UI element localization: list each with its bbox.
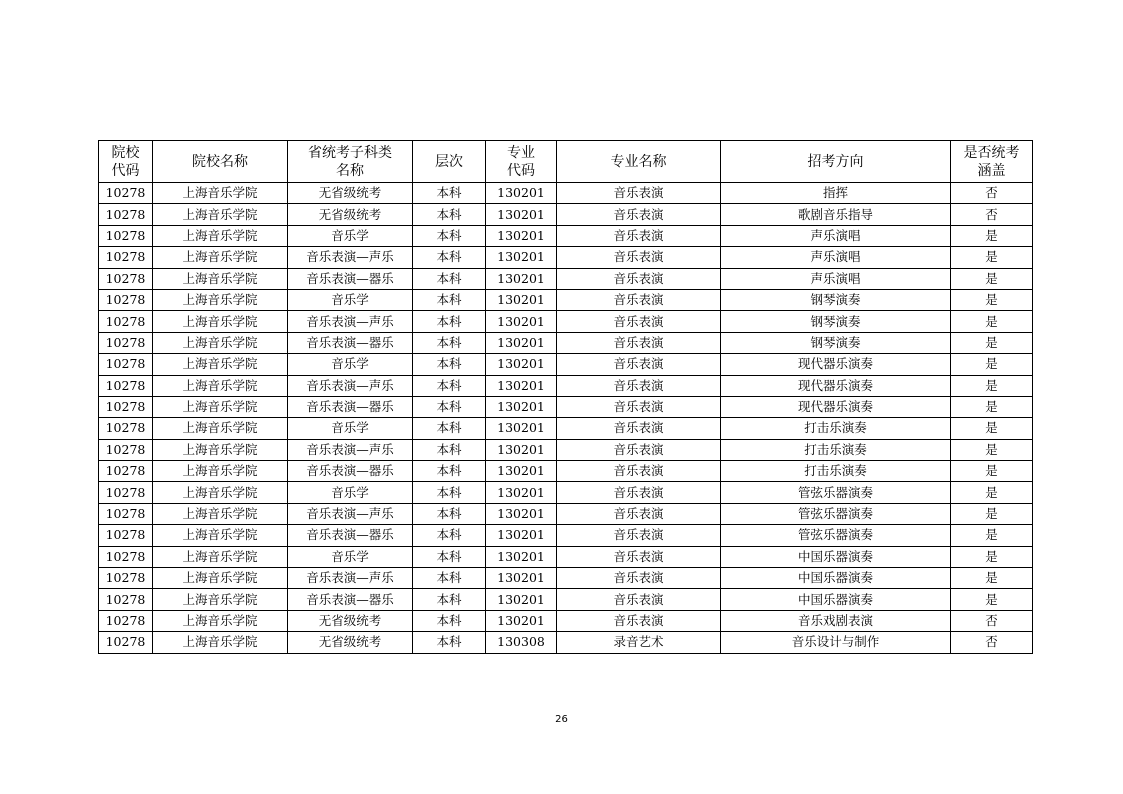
cell-school-code: 10278	[99, 525, 153, 546]
cell-level: 本科	[413, 546, 486, 567]
cell-subcategory: 音乐表演—声乐	[288, 247, 413, 268]
cell-school-name: 上海音乐学院	[153, 354, 288, 375]
cell-major-name: 音乐表演	[557, 610, 721, 631]
admissions-table	[98, 140, 1033, 654]
cell-school-code: 10278	[99, 461, 153, 482]
cell-school-name: 上海音乐学院	[153, 375, 288, 396]
table-row	[99, 289, 1033, 310]
cell-school-name: 上海音乐学院	[153, 311, 288, 332]
cell-level: 本科	[413, 610, 486, 631]
page-number: 26	[555, 714, 568, 725]
cell-level: 本科	[413, 461, 486, 482]
cell-major-code: 130201	[486, 354, 557, 375]
cell-school-code: 10278	[99, 311, 153, 332]
cell-direction: 钢琴演奏	[721, 311, 951, 332]
cell-major-code: 130201	[486, 610, 557, 631]
cell-level: 本科	[413, 225, 486, 246]
cell-school-name: 上海音乐学院	[153, 589, 288, 610]
cell-covered: 是	[951, 568, 1033, 589]
cell-school-name: 上海音乐学院	[153, 568, 288, 589]
table-row	[99, 546, 1033, 567]
cell-covered: 是	[951, 332, 1033, 353]
cell-direction: 音乐设计与制作	[721, 632, 951, 653]
cell-subcategory: 音乐学	[288, 546, 413, 567]
table-row	[99, 461, 1033, 482]
cell-direction: 中国乐器演奏	[721, 568, 951, 589]
cell-school-code: 10278	[99, 589, 153, 610]
cell-school-code: 10278	[99, 332, 153, 353]
table-row	[99, 375, 1033, 396]
cell-major-code: 130201	[486, 461, 557, 482]
cell-level: 本科	[413, 503, 486, 524]
cell-school-name: 上海音乐学院	[153, 396, 288, 417]
table-row	[99, 332, 1033, 353]
cell-school-name: 上海音乐学院	[153, 268, 288, 289]
table-row	[99, 439, 1033, 460]
table-row	[99, 183, 1033, 204]
cell-school-code: 10278	[99, 396, 153, 417]
cell-subcategory: 音乐学	[288, 354, 413, 375]
cell-major-code: 130201	[486, 503, 557, 524]
cell-school-name: 上海音乐学院	[153, 525, 288, 546]
cell-level: 本科	[413, 332, 486, 353]
cell-level: 本科	[413, 354, 486, 375]
cell-major-name: 音乐表演	[557, 396, 721, 417]
table-row	[99, 610, 1033, 631]
cell-school-code: 10278	[99, 289, 153, 310]
cell-major-code: 130201	[486, 204, 557, 225]
cell-subcategory: 无省级统考	[288, 632, 413, 653]
cell-level: 本科	[413, 289, 486, 310]
cell-level: 本科	[413, 375, 486, 396]
cell-major-code: 130308	[486, 632, 557, 653]
cell-school-name: 上海音乐学院	[153, 183, 288, 204]
cell-major-name: 音乐表演	[557, 546, 721, 567]
cell-covered: 是	[951, 375, 1033, 396]
cell-major-code: 130201	[486, 439, 557, 460]
cell-level: 本科	[413, 247, 486, 268]
cell-subcategory: 音乐表演—声乐	[288, 503, 413, 524]
cell-subcategory: 音乐表演—声乐	[288, 311, 413, 332]
cell-direction: 中国乐器演奏	[721, 546, 951, 567]
table-body	[99, 183, 1033, 654]
cell-covered: 是	[951, 418, 1033, 439]
cell-direction: 打击乐演奏	[721, 461, 951, 482]
cell-covered: 否	[951, 183, 1033, 204]
cell-level: 本科	[413, 439, 486, 460]
cell-direction: 打击乐演奏	[721, 418, 951, 439]
cell-major-code: 130201	[486, 396, 557, 417]
cell-subcategory: 音乐学	[288, 482, 413, 503]
header-school-code: 院校 代码	[99, 141, 153, 183]
cell-major-code: 130201	[486, 225, 557, 246]
cell-major-code: 130201	[486, 289, 557, 310]
cell-direction: 钢琴演奏	[721, 332, 951, 353]
table-row	[99, 568, 1033, 589]
cell-school-code: 10278	[99, 375, 153, 396]
cell-school-name: 上海音乐学院	[153, 225, 288, 246]
cell-subcategory: 音乐表演—器乐	[288, 589, 413, 610]
cell-level: 本科	[413, 418, 486, 439]
cell-subcategory: 无省级统考	[288, 183, 413, 204]
cell-subcategory: 音乐学	[288, 289, 413, 310]
table-row	[99, 354, 1033, 375]
header-direction: 招考方向	[721, 141, 951, 183]
cell-subcategory: 音乐表演—声乐	[288, 439, 413, 460]
cell-school-name: 上海音乐学院	[153, 482, 288, 503]
cell-major-code: 130201	[486, 418, 557, 439]
header-subcategory: 省统考子科类 名称	[288, 141, 413, 183]
cell-level: 本科	[413, 311, 486, 332]
header-major-name: 专业名称	[557, 141, 721, 183]
cell-school-name: 上海音乐学院	[153, 503, 288, 524]
cell-direction: 中国乐器演奏	[721, 589, 951, 610]
cell-covered: 是	[951, 396, 1033, 417]
cell-direction: 打击乐演奏	[721, 439, 951, 460]
cell-school-name: 上海音乐学院	[153, 461, 288, 482]
cell-school-name: 上海音乐学院	[153, 332, 288, 353]
cell-major-code: 130201	[486, 589, 557, 610]
cell-school-code: 10278	[99, 247, 153, 268]
cell-major-code: 130201	[486, 482, 557, 503]
table-row	[99, 268, 1033, 289]
cell-school-name: 上海音乐学院	[153, 247, 288, 268]
cell-subcategory: 音乐表演—器乐	[288, 461, 413, 482]
cell-covered: 是	[951, 461, 1033, 482]
cell-school-code: 10278	[99, 546, 153, 567]
cell-major-name: 音乐表演	[557, 354, 721, 375]
cell-covered: 是	[951, 589, 1033, 610]
cell-school-code: 10278	[99, 482, 153, 503]
cell-covered: 是	[951, 354, 1033, 375]
table-row	[99, 589, 1033, 610]
cell-direction: 管弦乐器演奏	[721, 503, 951, 524]
table-row	[99, 311, 1033, 332]
cell-major-name: 音乐表演	[557, 503, 721, 524]
cell-subcategory: 音乐表演—器乐	[288, 525, 413, 546]
cell-level: 本科	[413, 589, 486, 610]
cell-direction: 声乐演唱	[721, 268, 951, 289]
cell-major-name: 音乐表演	[557, 225, 721, 246]
cell-school-name: 上海音乐学院	[153, 610, 288, 631]
header-covered: 是否统考 涵盖	[951, 141, 1033, 183]
cell-direction: 现代器乐演奏	[721, 396, 951, 417]
cell-covered: 是	[951, 546, 1033, 567]
cell-major-code: 130201	[486, 311, 557, 332]
cell-school-code: 10278	[99, 418, 153, 439]
cell-subcategory: 音乐表演—声乐	[288, 375, 413, 396]
table-row	[99, 418, 1033, 439]
table-row	[99, 204, 1033, 225]
cell-major-name: 音乐表演	[557, 589, 721, 610]
table-row	[99, 396, 1033, 417]
table-row	[99, 225, 1033, 246]
cell-major-name: 音乐表演	[557, 204, 721, 225]
cell-major-code: 130201	[486, 332, 557, 353]
cell-school-code: 10278	[99, 354, 153, 375]
cell-direction: 音乐戏剧表演	[721, 610, 951, 631]
cell-level: 本科	[413, 568, 486, 589]
cell-subcategory: 音乐表演—声乐	[288, 568, 413, 589]
header-level: 层次	[413, 141, 486, 183]
cell-school-name: 上海音乐学院	[153, 632, 288, 653]
cell-major-name: 音乐表演	[557, 568, 721, 589]
cell-direction: 现代器乐演奏	[721, 354, 951, 375]
cell-school-code: 10278	[99, 568, 153, 589]
cell-major-name: 音乐表演	[557, 375, 721, 396]
cell-school-name: 上海音乐学院	[153, 439, 288, 460]
cell-covered: 是	[951, 525, 1033, 546]
cell-covered: 是	[951, 289, 1033, 310]
cell-covered: 是	[951, 247, 1033, 268]
cell-major-code: 130201	[486, 375, 557, 396]
cell-subcategory: 音乐表演—器乐	[288, 396, 413, 417]
cell-major-name: 音乐表演	[557, 482, 721, 503]
cell-major-name: 音乐表演	[557, 183, 721, 204]
table-row	[99, 247, 1033, 268]
cell-covered: 是	[951, 225, 1033, 246]
cell-covered: 是	[951, 482, 1033, 503]
cell-level: 本科	[413, 632, 486, 653]
table-header-row	[99, 141, 1033, 183]
cell-major-code: 130201	[486, 247, 557, 268]
cell-major-name: 音乐表演	[557, 461, 721, 482]
cell-covered: 是	[951, 439, 1033, 460]
cell-level: 本科	[413, 204, 486, 225]
cell-major-name: 音乐表演	[557, 439, 721, 460]
table-row	[99, 632, 1033, 653]
cell-direction: 指挥	[721, 183, 951, 204]
table-row	[99, 482, 1033, 503]
cell-covered: 否	[951, 632, 1033, 653]
cell-subcategory: 音乐表演—器乐	[288, 268, 413, 289]
cell-school-code: 10278	[99, 632, 153, 653]
cell-school-code: 10278	[99, 439, 153, 460]
cell-school-code: 10278	[99, 183, 153, 204]
cell-school-code: 10278	[99, 225, 153, 246]
cell-level: 本科	[413, 183, 486, 204]
cell-major-name: 音乐表演	[557, 418, 721, 439]
header-major-code: 专业 代码	[486, 141, 557, 183]
cell-major-name: 音乐表演	[557, 247, 721, 268]
cell-major-name: 音乐表演	[557, 311, 721, 332]
cell-direction: 歌剧音乐指导	[721, 204, 951, 225]
cell-direction: 声乐演唱	[721, 247, 951, 268]
cell-school-name: 上海音乐学院	[153, 204, 288, 225]
cell-major-name: 音乐表演	[557, 332, 721, 353]
table-row	[99, 503, 1033, 524]
cell-major-code: 130201	[486, 546, 557, 567]
cell-major-code: 130201	[486, 183, 557, 204]
cell-direction: 声乐演唱	[721, 225, 951, 246]
cell-major-code: 130201	[486, 568, 557, 589]
cell-school-code: 10278	[99, 268, 153, 289]
cell-major-name: 音乐表演	[557, 268, 721, 289]
cell-level: 本科	[413, 525, 486, 546]
cell-level: 本科	[413, 396, 486, 417]
cell-subcategory: 无省级统考	[288, 610, 413, 631]
cell-covered: 否	[951, 204, 1033, 225]
cell-school-name: 上海音乐学院	[153, 289, 288, 310]
cell-school-name: 上海音乐学院	[153, 546, 288, 567]
table-row	[99, 525, 1033, 546]
cell-school-code: 10278	[99, 503, 153, 524]
cell-school-code: 10278	[99, 204, 153, 225]
cell-covered: 否	[951, 610, 1033, 631]
cell-major-code: 130201	[486, 268, 557, 289]
cell-subcategory: 音乐学	[288, 225, 413, 246]
cell-direction: 管弦乐器演奏	[721, 525, 951, 546]
cell-school-name: 上海音乐学院	[153, 418, 288, 439]
cell-subcategory: 音乐学	[288, 418, 413, 439]
cell-direction: 钢琴演奏	[721, 289, 951, 310]
cell-major-name: 音乐表演	[557, 525, 721, 546]
cell-level: 本科	[413, 482, 486, 503]
cell-subcategory: 音乐表演—器乐	[288, 332, 413, 353]
cell-major-code: 130201	[486, 525, 557, 546]
cell-school-code: 10278	[99, 610, 153, 631]
cell-major-name: 录音艺术	[557, 632, 721, 653]
cell-direction: 现代器乐演奏	[721, 375, 951, 396]
cell-subcategory: 无省级统考	[288, 204, 413, 225]
cell-major-name: 音乐表演	[557, 289, 721, 310]
cell-covered: 是	[951, 311, 1033, 332]
cell-direction: 管弦乐器演奏	[721, 482, 951, 503]
header-school-name: 院校名称	[153, 141, 288, 183]
cell-covered: 是	[951, 268, 1033, 289]
cell-covered: 是	[951, 503, 1033, 524]
cell-level: 本科	[413, 268, 486, 289]
